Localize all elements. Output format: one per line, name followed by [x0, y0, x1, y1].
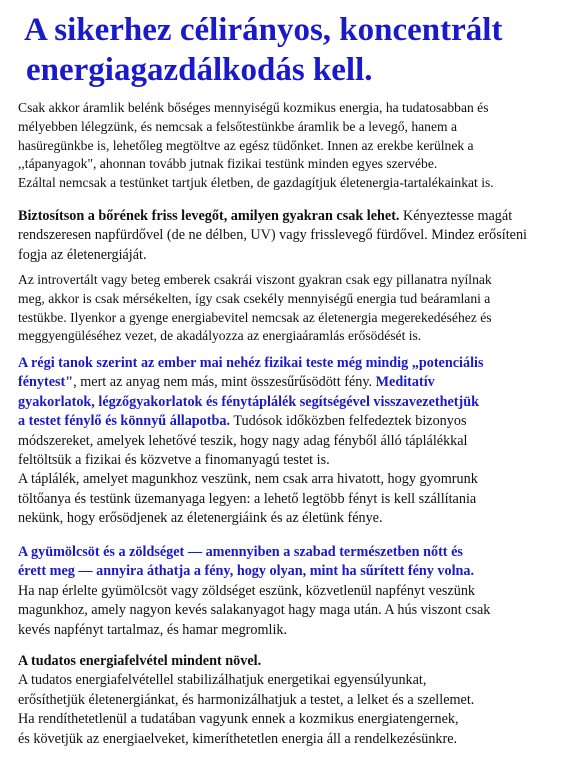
text-line: kevés napfényt tartalmaz, és hamar megromlik. — [18, 621, 288, 638]
text-line: erősíthetjük életenergiánkat, és harmonizálhatjuk a testet, a lelket és a szellemet. — [18, 691, 475, 708]
paragraph-light-body — [18, 354, 566, 529]
text-line: Ezáltal nemcsak a testünket tartjuk életben, de gazdagítjuk életenergia-tartalékainkat is. — [18, 175, 494, 191]
paragraph-conscious-energy — [18, 652, 566, 749]
emphasis-line: érett meg — annyira áthatja a fény, hogy olyan, mint ha sűrített fény volna. — [18, 563, 475, 580]
bold-lead: Biztosítson a bőrének friss levegőt, amilyen gyakran csak lehet. — [18, 208, 400, 224]
paragraph-breathing — [18, 99, 566, 193]
text-line: mélyebben lélegzünk, és nemcsak a felsőtestünkbe áramlik be a levegő, hanem a — [18, 118, 457, 134]
text-line — [18, 207, 566, 226]
text-line: Az introvertált vagy beteg emberek csakrái viszont gyakran csak egy pillanatra nyílnak — [18, 272, 492, 287]
emphasis-line: gyakorlatok, légzőgyakorlatok és fénytáplálék segítségével visszavezethetjük — [18, 393, 480, 410]
paragraph-chakras — [18, 271, 566, 346]
text-line — [18, 373, 566, 392]
text-line: A táplálék, amelyet magunkhoz veszünk, nem csak arra hivatott, hogy gyomrunk — [18, 471, 478, 488]
text-line: A tudatos energiafelvétellel stabilizálhatjuk energetikai egyensúlyunkat, — [18, 672, 427, 689]
text-line: nekünk, hogy erősödjenek az életenergiáink és az életünk fénye. — [18, 510, 383, 527]
section-heading: A tudatos energiafelvétel mindent növel. — [18, 653, 262, 669]
text-line: ,,tápanyagok", ahonnan tovább jutnak fizikai testünk minden egyes szervébe. — [18, 156, 438, 172]
text-line: meg, akkor is csak mérsékelten, így csak csekély mennyiségű energia tud beáramlani a — [18, 290, 491, 306]
text-line: testükbe. Ilyenkor a gyenge energiabevitel nemcsak az életenergia megerekedéséhez és — [18, 309, 492, 325]
text-run: Kényeztesse magát — [399, 208, 513, 224]
text-line: Ha rendíthetetlenül a tudatában vagyunk ennek a kozmikus energiatengernek, — [18, 711, 459, 728]
text-line: töltőanya és testünk üzemanyaga legyen: a lehető legtöbb fényt is kell szállítania — [18, 490, 477, 507]
text-run: , mert az anyag nem más, mint összesűrűsödött fény. — [73, 374, 376, 391]
emphasis-line: A régi tanok szerint az ember mai nehéz fizikai teste még mindig „potenciális — [18, 355, 484, 371]
text-line: meggyengüléséhez vezet, de akadályozza az energiaáramlás erősödését is. — [18, 328, 422, 344]
page-title — [24, 10, 564, 90]
text-line: módszereket, amelyek lehetővé teszik, hogy nagy adag fényből álló táplálékkal — [18, 432, 468, 449]
title-line-2: energiagazdálkodás kell. — [26, 52, 373, 88]
emphasis-line: A gyümölcsöt és a zöldséget — amennyiben a szabad természetben nőtt és — [18, 544, 463, 560]
title-line-1: A sikerhez célirányos, koncentrált — [24, 12, 503, 48]
text-line: és követjük az energiaelveket, kimeríthetetlen energia áll a rendelkezésünkre. — [18, 730, 458, 747]
emphasis-run: fénytest" — [18, 374, 74, 391]
text-line: hasüregünkbe is, lehetőleg megtöltve az egész tüdőnket. Innen az erekbe kerülnek a — [18, 137, 474, 153]
paragraph-fruit — [18, 543, 566, 640]
text-line: rendszeresen napfürdővel (de ne délben, UV) vagy frisslevegő fürdővel. Mindez erősíteni — [18, 227, 527, 244]
text-line: feltöltsük a fizikai és közvetve a finomanyagú testet is. — [18, 452, 330, 469]
text-line — [18, 412, 566, 431]
text-line: magunkhoz, amely nagyon kevés salakanyagot hagy maga után. A hús viszont csak — [18, 602, 491, 619]
text-line: Ha nap érlelte gyümölcsöt vagy zöldséget eszünk, közvetlenül napfényt veszünk — [18, 582, 476, 599]
text-line: fogja az életenergiáját. — [18, 246, 147, 263]
emphasis-run: Meditatív — [375, 374, 435, 391]
text-run: Tudósok időközben felfedeztek bizonyos — [230, 413, 467, 430]
emphasis-run: a testet fénylő és könnyű állapotba. — [18, 413, 231, 430]
text-line: Csak akkor áramlik belénk bőséges mennyiségű kozmikus energia, ha tudatosabban és — [18, 100, 489, 115]
paragraph-fresh-air — [18, 207, 566, 265]
